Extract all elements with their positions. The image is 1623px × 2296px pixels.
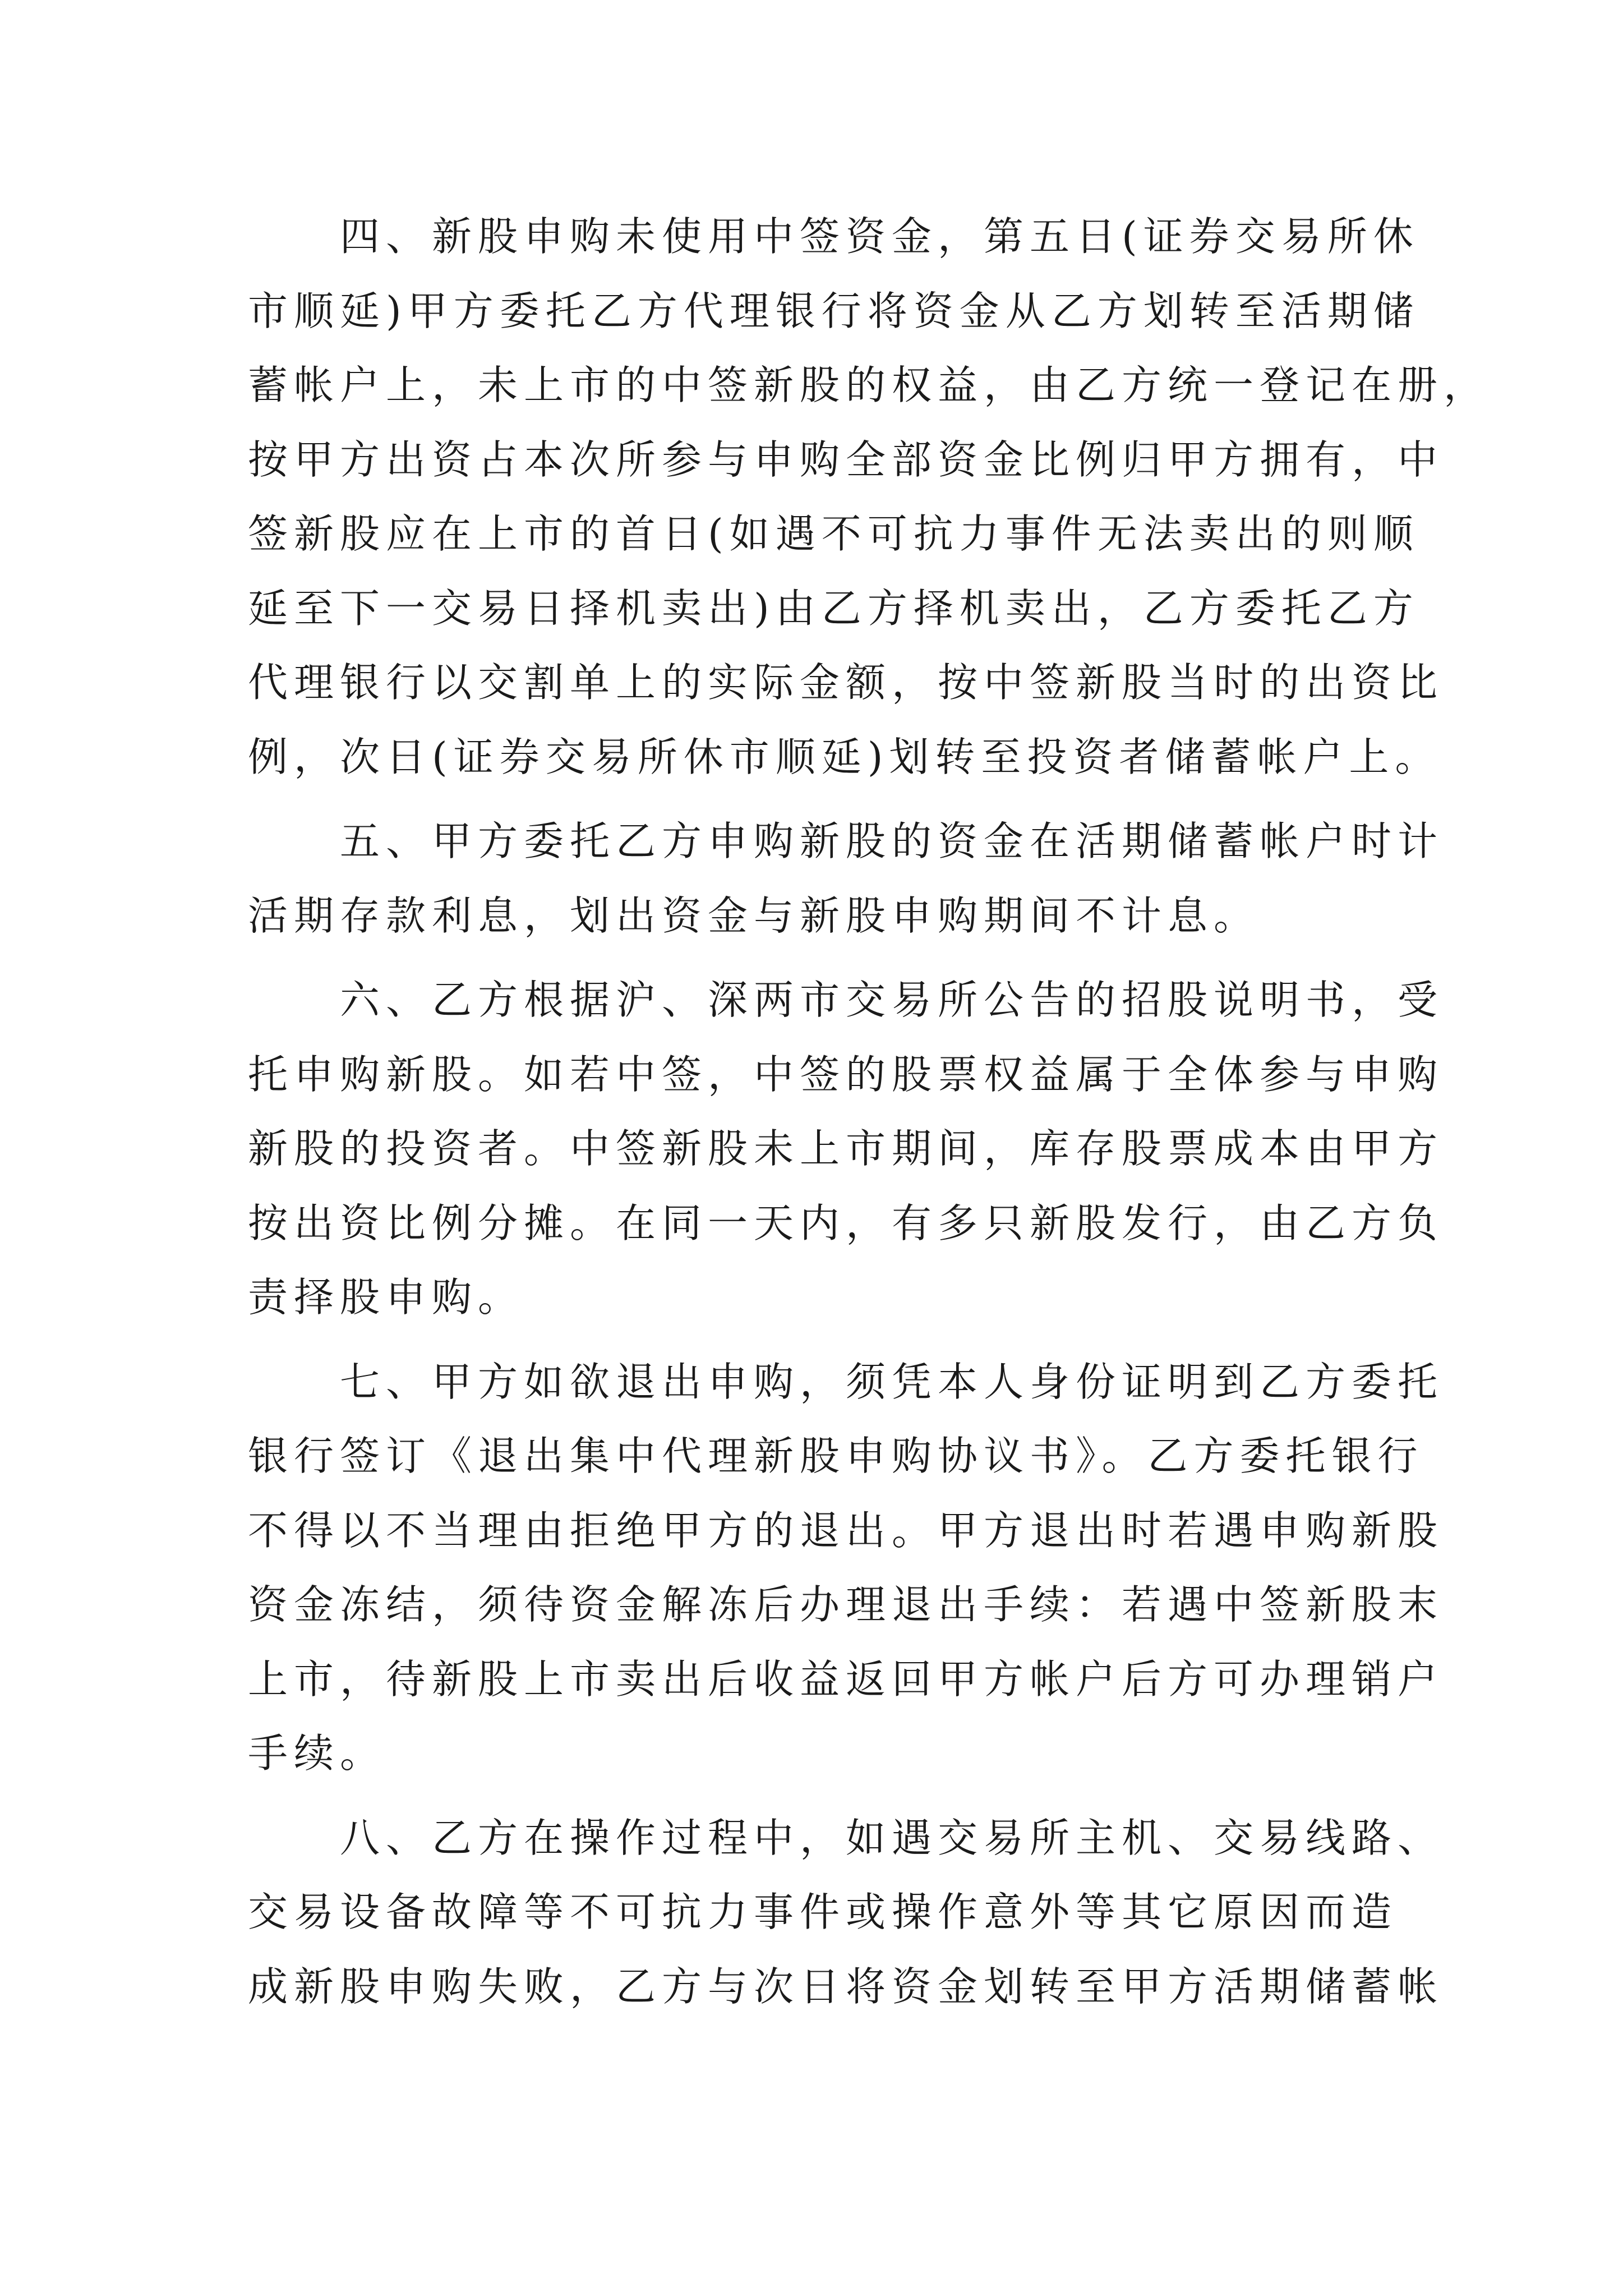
paragraph-line: 七、甲方如欲退出申购，须凭本人身份证明到乙方委托 bbox=[248, 1358, 1444, 1405]
paragraph-line: 市顺延)甲方委托乙方代理银行将资金从乙方划转至活期储 bbox=[248, 287, 1419, 334]
paragraph-spacer bbox=[248, 1791, 1375, 1801]
paragraph-spacer bbox=[248, 953, 1375, 963]
paragraph-6 bbox=[248, 963, 1444, 1335]
paragraph-line: 银行签订《退出集中代理新股申购协议书》。乙方委托银行 bbox=[248, 1433, 1424, 1479]
paragraph-line: 新股的投资者。中签新股未上市期间，库存股票成本由甲方 bbox=[248, 1125, 1444, 1172]
paragraph-line: 四、新股申购未使用中签资金，第五日(证券交易所休 bbox=[248, 213, 1419, 260]
paragraph-line: 交易设备故障等不可抗力事件或操作意外等其它原因而造 bbox=[248, 1889, 1398, 1935]
paragraph-line: 六、乙方根据沪、深两市交易所公告的招股说明书，受 bbox=[248, 977, 1444, 1023]
paragraph-line: 蓄帐户上，未上市的中签新股的权益，由乙方统一登记在册， bbox=[248, 362, 1490, 408]
paragraph-line: 八、乙方在操作过程中，如遇交易所主机、交易线路、 bbox=[248, 1814, 1444, 1861]
paragraph-line: 责择股申购。 bbox=[248, 1274, 524, 1320]
paragraph-4 bbox=[248, 200, 1490, 794]
paragraph-line: 成新股申购失败，乙方与次日将资金划转至甲方活期储蓄帐 bbox=[248, 1963, 1444, 2010]
paragraph-line: 托申购新股。如若中签，中签的股票权益属于全体参与申购 bbox=[248, 1051, 1444, 1098]
paragraph-line: 活期存款利息，划出资金与新股申购期间不计息。 bbox=[248, 892, 1260, 939]
paragraph-8 bbox=[248, 1801, 1444, 2024]
paragraph-line: 按出资比例分摊。在同一天内，有多只新股发行，由乙方负 bbox=[248, 1199, 1444, 1246]
paragraph-line: 手续。 bbox=[248, 1730, 386, 1777]
paragraph-line: 上市，待新股上市卖出后收益返回甲方帐户后方可办理销户 bbox=[248, 1655, 1444, 1703]
paragraph-line: 延至下一交易日择机卖出)由乙方择机卖出，乙方委托乙方 bbox=[248, 585, 1419, 632]
paragraph-line: 不得以不当理由拒绝甲方的退出。甲方退出时若遇申购新股 bbox=[248, 1507, 1444, 1554]
paragraph-line: 签新股应在上市的首日(如遇不可抗力事件无法卖出的则顺 bbox=[248, 510, 1419, 557]
paragraph-line: 按甲方出资占本次所参与申购全部资金比例归甲方拥有，中 bbox=[248, 436, 1444, 483]
paragraph-7 bbox=[248, 1345, 1444, 1791]
paragraph-line: 资金冻结，须待资金解冻后办理退出手续：若遇中签新股末 bbox=[248, 1581, 1444, 1628]
paragraph-5 bbox=[248, 804, 1444, 953]
paragraph-line: 代理银行以交割单上的实际金额，按中签新股当时的出资比 bbox=[248, 659, 1444, 706]
paragraph-line: 五、甲方委托乙方申购新股的资金在活期储蓄帐户时计 bbox=[248, 818, 1444, 864]
paragraph-spacer bbox=[248, 1335, 1375, 1345]
paragraph-spacer bbox=[248, 794, 1375, 804]
document-body bbox=[248, 200, 1490, 2024]
paragraph-line: 例，次日(证券交易所休市顺延)划转至投资者储蓄帐户上。 bbox=[248, 733, 1441, 780]
